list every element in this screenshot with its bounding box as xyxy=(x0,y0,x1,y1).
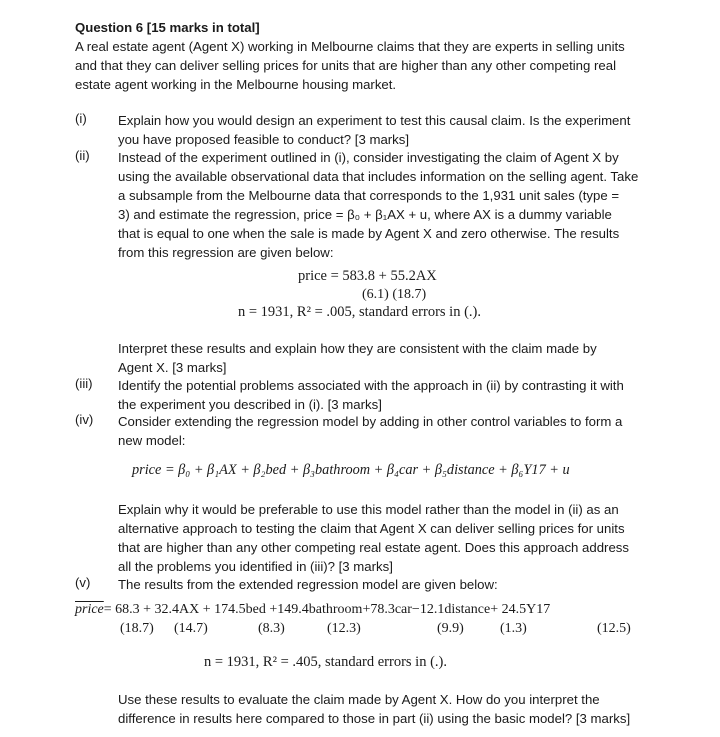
intro-line-3: estate agent working in the Melbourne housing market. xyxy=(75,77,397,92)
se-y17: (12.5) xyxy=(597,621,631,636)
part-ii-after-1: Interpret these results and explain how they are consistent with the claim made by xyxy=(118,341,597,356)
part-v-after-2: difference in results here compared to those in part (ii) using the basic model? [3 marks] xyxy=(118,711,631,726)
part-iv-line-2: new model: xyxy=(118,433,186,448)
question-title: Question 6 [15 marks in total] xyxy=(75,20,260,35)
part-iv-after-3: that are higher than any other competing real estate agent. Does this approach address xyxy=(118,540,629,555)
part-i-line-1: Explain how you would design an experiment to test this causal claim. Is the experiment xyxy=(118,113,631,128)
part-v-label: (v) xyxy=(75,575,91,590)
part-iv-after-2: alternative approach to testing the claim that Agent X can deliver selling prices for units xyxy=(118,521,625,536)
part-i-line-2: you have proposed feasible to conduct? [3 marks] xyxy=(118,132,410,147)
se-distance: (1.3) xyxy=(500,621,527,636)
part-ii-standard-errors: (6.1) (18.7) xyxy=(362,287,427,302)
part-iv-equation: price = β₀ + β₁AX + β₂bed + β₃bathroom + β₄car + β₅distance + β₆Y17 + u xyxy=(132,462,570,478)
part-v-equation xyxy=(75,602,550,618)
intro-line-1: A real estate agent (Agent X) working in Melbourne claims that they are experts in selling units xyxy=(75,39,625,54)
part-ii-line-1: Instead of the experiment outlined in (i), consider investigating the claim of Agent X by xyxy=(118,150,619,165)
part-ii-line-4: 3) and estimate the regression, price = β₀ + β₁AX + u, where AX is a dummy variable xyxy=(118,207,612,222)
se-bed: (8.3) xyxy=(258,621,285,636)
se-ax: (14.7) xyxy=(174,621,208,636)
part-ii-line-5: that is equal to one when the sale is made by Agent X and zero otherwise. The results xyxy=(118,226,620,241)
part-iv-after-1: Explain why it would be preferable to use this model rather than the model in (ii) as an xyxy=(118,502,619,517)
part-v-equation-rhs: = 68.3 + 32.4AX + 174.5bed +149.4bathroom+78.3car−12.1distance+ 24.5Y17 xyxy=(103,602,551,617)
part-iii-line-2: the experiment you described in (i). [3 marks] xyxy=(118,397,382,412)
part-v-after-1: Use these results to evaluate the claim made by Agent X. How do you interpret the xyxy=(118,692,600,707)
intro-line-2: and that they can deliver selling prices for units that are higher than any other competing real xyxy=(75,58,617,73)
se-bathroom: (12.3) xyxy=(327,621,361,636)
se-intercept: (18.7) xyxy=(120,621,154,636)
se-car: (9.9) xyxy=(437,621,464,636)
part-ii-after-2: Agent X. [3 marks] xyxy=(118,360,227,375)
part-i-label: (i) xyxy=(75,111,87,126)
part-v-stats: n = 1931, R² = .405, standard errors in (.). xyxy=(204,654,447,670)
part-iv-after-4: all the problems you identified in (iii)? [3 marks] xyxy=(118,559,393,574)
price-hat: price xyxy=(75,602,104,617)
part-ii-stats: n = 1931, R² = .005, standard errors in (.). xyxy=(238,304,481,320)
part-iii-line-1: Identify the potential problems associated with the approach in (ii) by contrasting it with xyxy=(118,378,624,393)
part-iv-line-1: Consider extending the regression model by adding in other control variables to form a xyxy=(118,414,623,429)
part-ii-line-3: a subsample from the Melbourne data that corresponds to the 1,931 unit sales (type = xyxy=(118,188,620,203)
part-v-line-1: The results from the extended regression model are given below: xyxy=(118,577,498,592)
part-ii-line-6: from this regression are given below: xyxy=(118,245,334,260)
part-ii-line-2: using the available observational data that includes information on the selling agent. Take xyxy=(118,169,639,184)
part-ii-equation: price = 583.8 + 55.2AX xyxy=(298,268,437,284)
part-iv-label: (iv) xyxy=(75,412,94,427)
part-iii-label: (iii) xyxy=(75,376,93,391)
part-ii-label: (ii) xyxy=(75,148,90,163)
